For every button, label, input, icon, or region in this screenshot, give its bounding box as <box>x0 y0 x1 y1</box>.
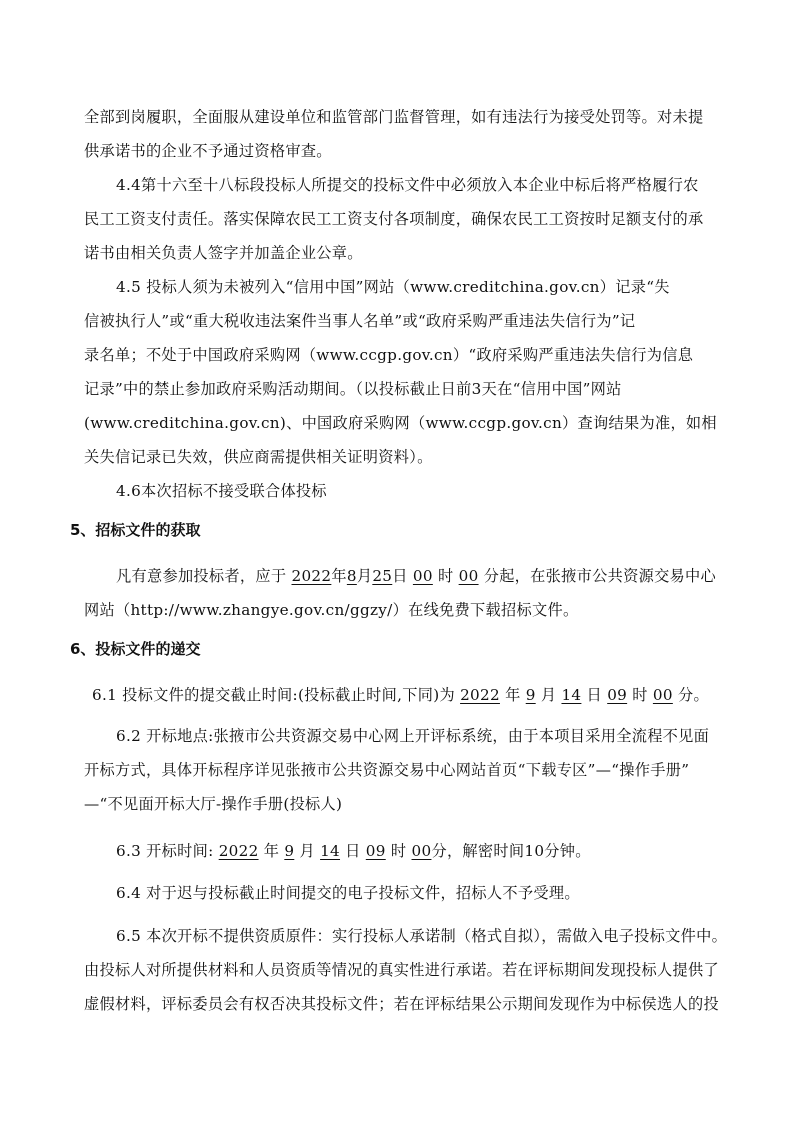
text-line: 4.6本次招标不接受联合体投标 <box>116 482 327 500</box>
clause-6-4: 6.4 对于迟与投标截止时间提交的电子投标文件，招标人不予受理。 <box>116 884 580 902</box>
text-line: 4.4第十六至十八标段投标人所提交的投标文件中必须放入本企业中标后将严格履行农 <box>116 176 699 194</box>
year-value: 2022 <box>218 842 259 860</box>
text-line: (www.creditchina.gov.cn)、中国政府采购网（www.ccgp.gov.cn）查询结果为准，如相 <box>84 414 717 432</box>
text-line: —“不见面开标大厅-操作手册(投标人) <box>84 795 343 813</box>
text-line: 关失信记录已失效，供应商需提供相关证明资料）。 <box>84 448 433 466</box>
unit: 日 <box>392 567 408 585</box>
unit: 时 <box>437 567 454 585</box>
text-line: 信被执行人”或“重大税收违法案件当事人名单”或“政府采购严重违法失信行为”记 <box>84 312 636 330</box>
unit: 时 <box>390 842 407 860</box>
text-line: 6.5 本次开标不提供资质原件：实行投标人承诺制（格式自拟），需做入电子投标文件中。 <box>116 927 728 945</box>
text-line: 诺书由相关负责人签字并加盖企业公章。 <box>84 244 363 262</box>
year-value: 2022 <box>291 567 332 585</box>
text-line: 4.5 投标人须为未被列入“信用中国”网站（www.creditchina.gov.cn）记录“失 <box>116 278 670 296</box>
minute-value: 00 <box>652 686 673 704</box>
text: 分，解密时间10分钟。 <box>431 842 591 860</box>
section-5-heading: 5、招标文件的获取 <box>70 521 201 539</box>
day-value: 14 <box>561 686 582 704</box>
text-line: 民工工资支付责任。落实保障农民工工资支付各项制度，确保农民工工资按时足额支付的承 <box>84 210 704 228</box>
hour-value: 00 <box>412 567 433 585</box>
text: 分起，在张掖市公共资源交易中心 <box>483 567 717 585</box>
text: 6.1 投标文件的提交截止时间:(投标截止时间,下同)为 <box>92 686 455 704</box>
text: 6.3 开标时间: <box>116 842 219 860</box>
text: 分。 <box>677 686 709 704</box>
text: 凡有意参加投标者，应于 <box>116 567 292 585</box>
minute-value: 00 <box>411 842 432 860</box>
text-line: 全部到岗履职，全面服从建设单位和监管部门监督管理，如有违法行为接受处罚等。对未提 <box>84 108 704 126</box>
day-value: 14 <box>320 842 341 860</box>
text-line: 6.2 开标地点:张掖市公共资源交易中心网上开评标系统，由于本项目采用全流程不见面 <box>116 727 710 745</box>
month-value: 9 <box>525 686 536 704</box>
month-value: 9 <box>284 842 295 860</box>
unit: 月 <box>540 686 557 704</box>
section-5-paragraph <box>116 559 756 593</box>
unit: 月 <box>356 567 373 585</box>
text-line: 开标方式，具体开标程序详见张掖市公共资源交易中心网站首页“下载专区”—“操作手册” <box>84 761 690 779</box>
hour-value: 09 <box>365 842 386 860</box>
text-line: 网站（http://www.zhangye.gov.cn/ggzy/）在线免费下载招标文件。 <box>84 601 579 619</box>
hour-value: 09 <box>607 686 628 704</box>
section-6-heading: 6、投标文件的递交 <box>70 640 201 658</box>
text-line: 虚假材料，评标委员会有权否决其投标文件；若在评标结果公示期间发现作为中标侯选人的投 <box>84 995 719 1013</box>
unit: 年 <box>505 686 521 704</box>
unit: 年 <box>331 567 347 585</box>
month-value: 8 <box>346 567 357 585</box>
unit: 月 <box>299 842 315 860</box>
text-line: 录名单；不处于中国政府采购网（www.ccgp.gov.cn）“政府采购严重违法失信行为信息 <box>84 346 694 364</box>
unit: 时 <box>632 686 648 704</box>
unit: 日 <box>345 842 361 860</box>
text-line: 记录”中的禁止参加政府采购活动期间。（以投标截止日前3天在“信用中国”网站 <box>84 380 622 398</box>
text-line: 供承诺书的企业不予通过资格审查。 <box>84 142 332 160</box>
year-value: 2022 <box>460 686 500 704</box>
unit: 日 <box>586 686 603 704</box>
text-line: 由投标人对所提供材料和人员资质等情况的真实性进行承诺。若在评标期间发现投标人提供了 <box>84 961 719 979</box>
clause-6-1 <box>92 678 732 712</box>
clause-6-3 <box>116 834 756 868</box>
day-value: 25 <box>372 567 393 585</box>
minute-value: 00 <box>458 567 479 585</box>
unit: 年 <box>263 842 280 860</box>
